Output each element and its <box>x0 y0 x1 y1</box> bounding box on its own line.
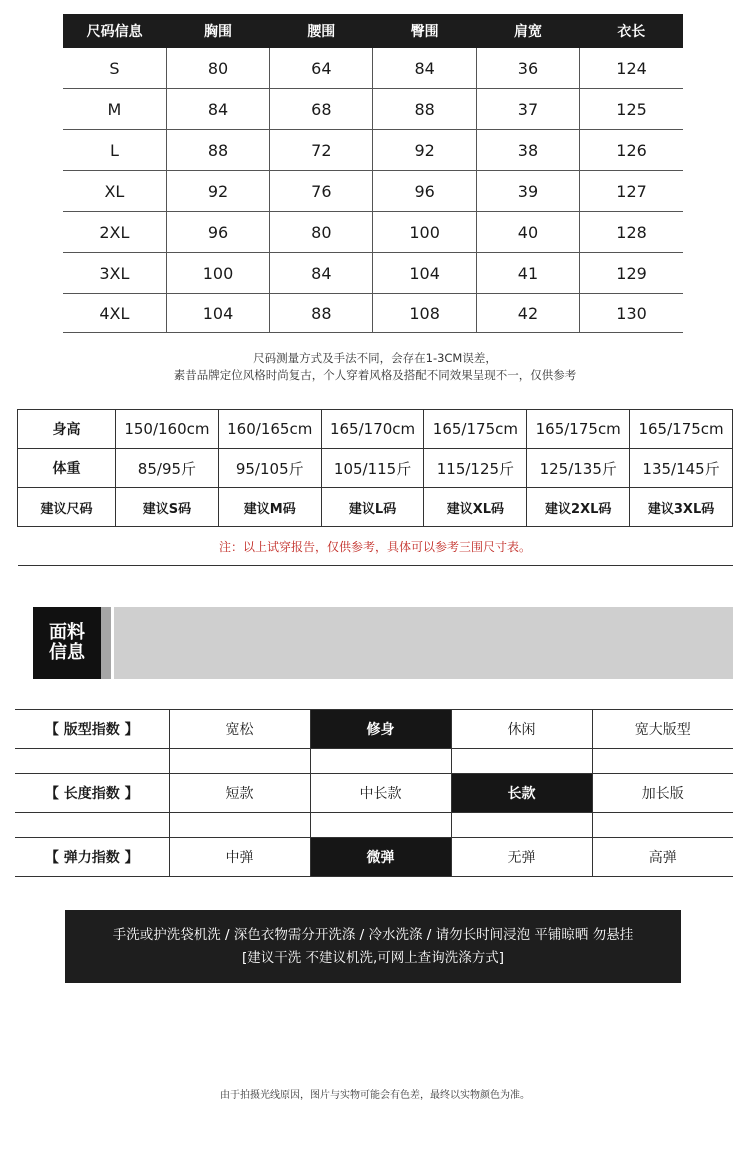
header-chest: 胸围 <box>166 14 269 48</box>
trial-note: 注：以上试穿报告，仅供参考，具体可以参考三围尺寸表。 <box>18 527 733 566</box>
shoulder-cell: 40 <box>476 212 579 253</box>
size-table <box>63 14 683 333</box>
option-cell: 休闲 <box>451 710 592 749</box>
hip-cell: 92 <box>373 130 476 171</box>
table-row <box>63 89 683 130</box>
weight-value: 125/135斤 <box>527 449 630 488</box>
height-label: 身高 <box>18 410 116 449</box>
header-shoulder: 肩宽 <box>476 14 579 48</box>
table-row <box>63 294 683 333</box>
suggested-size-value: 建议L码 <box>321 488 424 527</box>
weight-value: 85/95斤 <box>116 449 219 488</box>
size-table-header <box>63 14 683 48</box>
weight-value: 115/125斤 <box>424 449 527 488</box>
chest-cell: 92 <box>166 171 269 212</box>
fabric-info-label <box>33 607 101 679</box>
length-cell: 129 <box>580 253 683 294</box>
suggested-size-value: 建议M码 <box>218 488 321 527</box>
stretch-index-label: 【 弹力指数 】 <box>15 838 169 877</box>
hip-cell: 96 <box>373 171 476 212</box>
length-cell: 127 <box>580 171 683 212</box>
shoulder-cell: 36 <box>476 48 579 89</box>
size-cell: 3XL <box>63 253 166 294</box>
waist-cell: 88 <box>270 294 373 333</box>
measure-note-line-1: 尺码测量方式及手法不同，会存在1-3CM误差， <box>253 351 497 365</box>
height-value: 165/175cm <box>630 410 733 449</box>
washing-instructions <box>65 910 681 983</box>
chest-cell: 100 <box>166 253 269 294</box>
fabric-info-banner <box>33 607 733 679</box>
size-recommendation-table <box>17 409 733 566</box>
wash-line-2: [建议干洗 不建议机洗,可网上查询洗涤方式] <box>241 949 505 966</box>
waist-cell: 72 <box>270 130 373 171</box>
hip-cell: 104 <box>373 253 476 294</box>
hip-cell: 108 <box>373 294 476 333</box>
weight-value: 135/145斤 <box>630 449 733 488</box>
table-row <box>63 171 683 212</box>
banner-stripe <box>101 607 111 679</box>
length-cell: 126 <box>580 130 683 171</box>
option-cell: 中长款 <box>310 774 451 813</box>
length-index-row <box>15 774 733 813</box>
size-cell: S <box>63 48 166 89</box>
banner-divider <box>111 607 114 679</box>
waist-cell: 84 <box>270 253 373 294</box>
shoulder-cell: 39 <box>476 171 579 212</box>
height-value: 160/165cm <box>218 410 321 449</box>
trial-note-row <box>18 527 733 566</box>
fit-index-label: 【 版型指数 】 <box>15 710 169 749</box>
length-cell: 125 <box>580 89 683 130</box>
shoulder-cell: 41 <box>476 253 579 294</box>
waist-cell: 76 <box>270 171 373 212</box>
hip-cell: 84 <box>373 48 476 89</box>
option-cell: 宽大版型 <box>592 710 733 749</box>
height-value: 165/175cm <box>424 410 527 449</box>
length-cell: 128 <box>580 212 683 253</box>
weight-value: 95/105斤 <box>218 449 321 488</box>
option-cell: 宽松 <box>169 710 310 749</box>
size-cell: L <box>63 130 166 171</box>
shoulder-cell: 42 <box>476 294 579 333</box>
header-size-info: 尺码信息 <box>63 14 166 48</box>
suggested-size-label: 建议尺码 <box>18 488 116 527</box>
chest-cell: 88 <box>166 130 269 171</box>
fabric-label-line-1: 面料 <box>49 622 85 644</box>
chest-cell: 104 <box>166 294 269 333</box>
spacer-row <box>15 813 733 838</box>
waist-cell: 64 <box>270 48 373 89</box>
weight-label: 体重 <box>18 449 116 488</box>
header-hip: 臀围 <box>373 14 476 48</box>
suggested-size-value: 建议3XL码 <box>630 488 733 527</box>
hip-cell: 88 <box>373 89 476 130</box>
height-value: 165/170cm <box>321 410 424 449</box>
length-cell: 124 <box>580 48 683 89</box>
table-row <box>63 48 683 89</box>
weight-value: 105/115斤 <box>321 449 424 488</box>
stretch-index-row <box>15 838 733 877</box>
color-disclaimer: 由于拍摄光线原因，图片与实物可能会有色差，最终以实物颜色为准。 <box>220 1090 530 1101</box>
option-cell: 中弹 <box>169 838 310 877</box>
suggested-size-value: 建议S码 <box>116 488 219 527</box>
weight-row <box>18 449 733 488</box>
size-cell: 4XL <box>63 294 166 333</box>
fabric-label-line-2: 信息 <box>49 642 85 663</box>
fit-index-row <box>15 710 733 749</box>
suggested-size-value: 建议2XL码 <box>527 488 630 527</box>
table-row <box>63 253 683 294</box>
shoulder-cell: 37 <box>476 89 579 130</box>
size-cell: XL <box>63 171 166 212</box>
height-value: 150/160cm <box>116 410 219 449</box>
waist-cell: 80 <box>270 212 373 253</box>
option-cell: 无弹 <box>451 838 592 877</box>
height-value: 165/175cm <box>527 410 630 449</box>
table-row <box>63 130 683 171</box>
chest-cell: 84 <box>166 89 269 130</box>
measure-note-line-2: 素昔品牌定位风格时尚复古，个人穿着风格及搭配不同效果呈现不一，仅供参考 <box>173 368 577 382</box>
wash-line-1: 手洗或护洗袋机洗 / 深色衣物需分开洗涤 / 冷水洗涤 / 请勿长时间浸泡 平铺晾晒 勿悬挂 <box>112 926 634 943</box>
chest-cell: 80 <box>166 48 269 89</box>
hip-cell: 100 <box>373 212 476 253</box>
waist-cell: 68 <box>270 89 373 130</box>
suggested-size-row <box>18 488 733 527</box>
size-cell: 2XL <box>63 212 166 253</box>
option-cell-selected: 长款 <box>451 774 592 813</box>
chest-cell: 96 <box>166 212 269 253</box>
suggested-size-value: 建议XL码 <box>424 488 527 527</box>
option-cell: 高弹 <box>592 838 733 877</box>
option-cell-selected: 修身 <box>310 710 451 749</box>
length-cell: 130 <box>580 294 683 333</box>
spacer-row <box>15 749 733 774</box>
height-row <box>18 410 733 449</box>
table-row <box>63 212 683 253</box>
header-length: 衣长 <box>580 14 683 48</box>
option-cell: 加长版 <box>592 774 733 813</box>
shoulder-cell: 38 <box>476 130 579 171</box>
fabric-attribute-table <box>15 709 733 877</box>
option-cell: 短款 <box>169 774 310 813</box>
length-index-label: 【 长度指数 】 <box>15 774 169 813</box>
option-cell-selected: 微弹 <box>310 838 451 877</box>
header-waist: 腰围 <box>270 14 373 48</box>
size-cell: M <box>63 89 166 130</box>
